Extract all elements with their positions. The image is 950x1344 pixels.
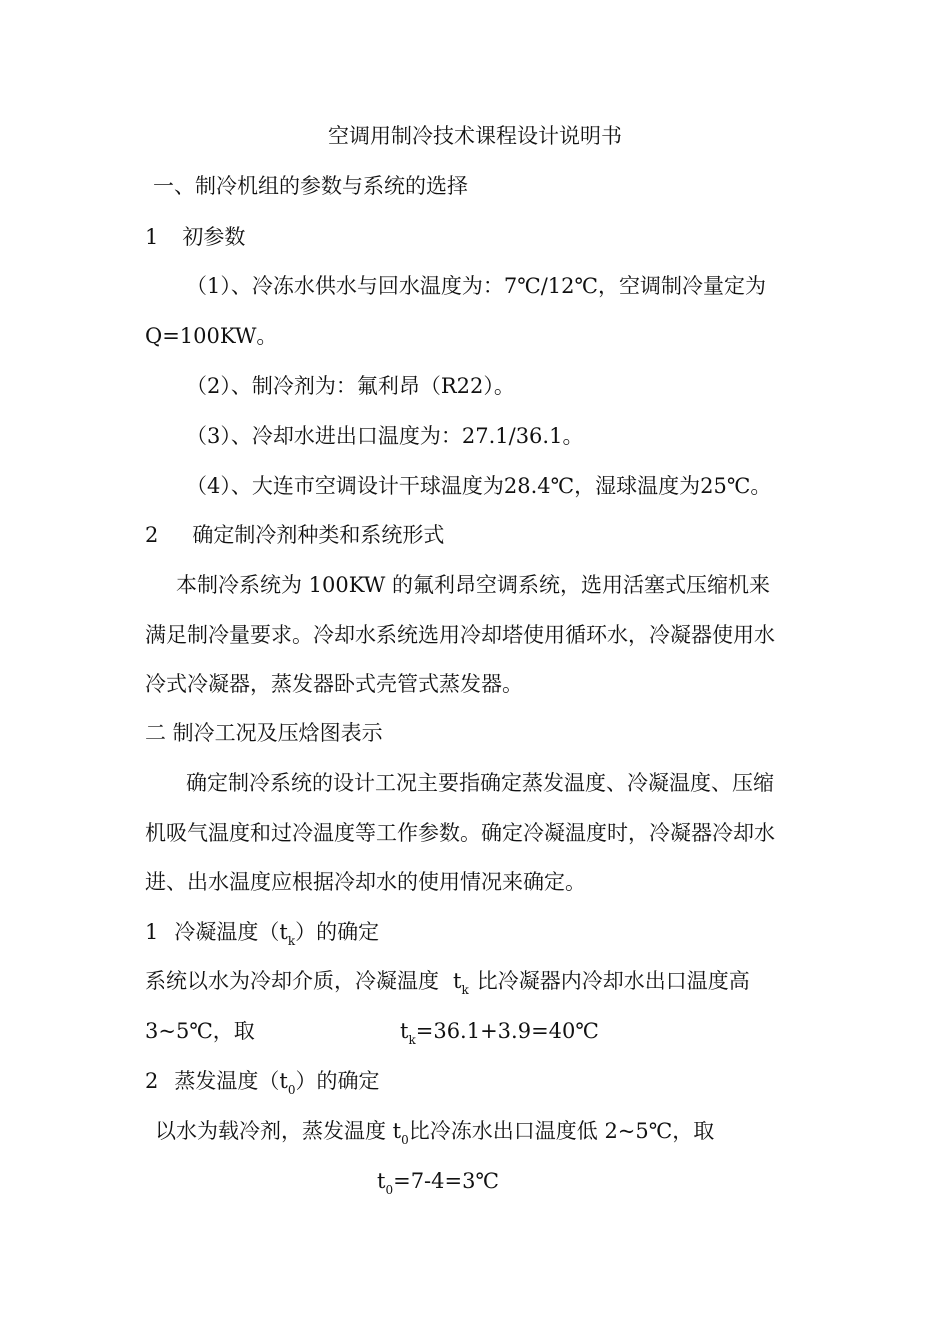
symbol-t: t — [377, 1169, 386, 1193]
param-1-line-1: （1）、冷冻水供水与回水温度为：7℃/12℃，空调制冷量定为 — [186, 274, 766, 298]
section-2-heading: 二 制冷工况及压焓图表示 — [145, 721, 383, 745]
param-4: （4）、大连市空调设计干球温度为28.4℃，湿球温度为25℃。 — [186, 474, 772, 498]
condensing-temp-equation — [400, 1019, 599, 1047]
text-end: 比冷凝器内冷却水出口温度高 — [476, 969, 750, 993]
subsection-number: 2 — [145, 523, 159, 547]
text-end: 比冷冻水出口温度低 2~5℃，取 — [408, 1119, 715, 1143]
subsection-number: 1 — [145, 225, 159, 249]
system-paragraph-line-1: 本制冷系统为 100KW 的氟利昂空调系统，选用活塞式压缩机来 — [176, 573, 770, 597]
conditions-paragraph-line-3: 进、出水温度应根据冷却水的使用情况来确定。 — [145, 870, 586, 894]
param-1-line-2: Q=100KW。 — [145, 324, 278, 348]
heading-text: 冷凝温度（t — [174, 920, 288, 944]
page-title: 空调用制冷技术课程设计说明书 — [328, 124, 622, 148]
subsection-label: 初参数 — [182, 225, 246, 249]
item-number: 1 — [145, 920, 159, 944]
condensing-temp-line-2: 3~5℃，取 — [145, 1019, 255, 1043]
subsection-1-2-heading — [145, 523, 444, 547]
heading-text-end: ）的确定 — [295, 920, 380, 944]
symbol-t: t — [453, 969, 462, 993]
section-1-heading: 一、制冷机组的参数与系统的选择 — [153, 174, 468, 198]
subsection-label: 确定制冷剂种类和系统形式 — [192, 523, 445, 547]
param-3: （3）、冷却水进出口温度为：27.1/36.1。 — [186, 424, 584, 448]
system-paragraph-line-2: 满足制冷量要求。冷却水系统选用冷却塔使用循环水，冷凝器使用水 — [145, 623, 775, 647]
heading-text-end: ）的确定 — [295, 1069, 380, 1093]
subscript: k — [408, 1033, 416, 1047]
equation-value: =36.1+3.9=40℃ — [415, 1019, 599, 1043]
subscript: 0 — [385, 1183, 394, 1197]
item-number: 2 — [145, 1069, 159, 1093]
conditions-paragraph-line-1: 确定制冷系统的设计工况主要指确定蒸发温度、冷凝温度、压缩 — [186, 771, 774, 795]
system-paragraph-line-3: 冷式冷凝器，蒸发器卧式壳管式蒸发器。 — [145, 672, 523, 696]
symbol-t: t — [400, 1019, 409, 1043]
text: 系统以水为冷却介质，冷凝温度 — [145, 969, 439, 993]
subscript: k — [461, 983, 469, 997]
subsection-1-1-heading — [145, 225, 245, 249]
condensing-temp-line-1 — [145, 969, 750, 997]
heading-text: 蒸发温度（t — [174, 1069, 288, 1093]
subscript: 0 — [401, 1133, 409, 1147]
condensing-temp-heading — [145, 920, 380, 948]
subscript: 0 — [287, 1083, 296, 1097]
equation-value: =7-4=3℃ — [393, 1169, 499, 1193]
text: 以水为载冷剂，蒸发温度 t — [155, 1119, 402, 1143]
param-2: （2）、制冷剂为：氟利昂（R22）。 — [186, 374, 515, 398]
evaporating-temp-heading — [145, 1069, 380, 1097]
evaporating-temp-line-1 — [155, 1119, 715, 1147]
conditions-paragraph-line-2: 机吸气温度和过冷温度等工作参数。确定冷凝温度时，冷凝器冷却水 — [145, 821, 775, 845]
subscript: k — [287, 934, 296, 948]
evaporating-temp-equation — [377, 1169, 499, 1197]
